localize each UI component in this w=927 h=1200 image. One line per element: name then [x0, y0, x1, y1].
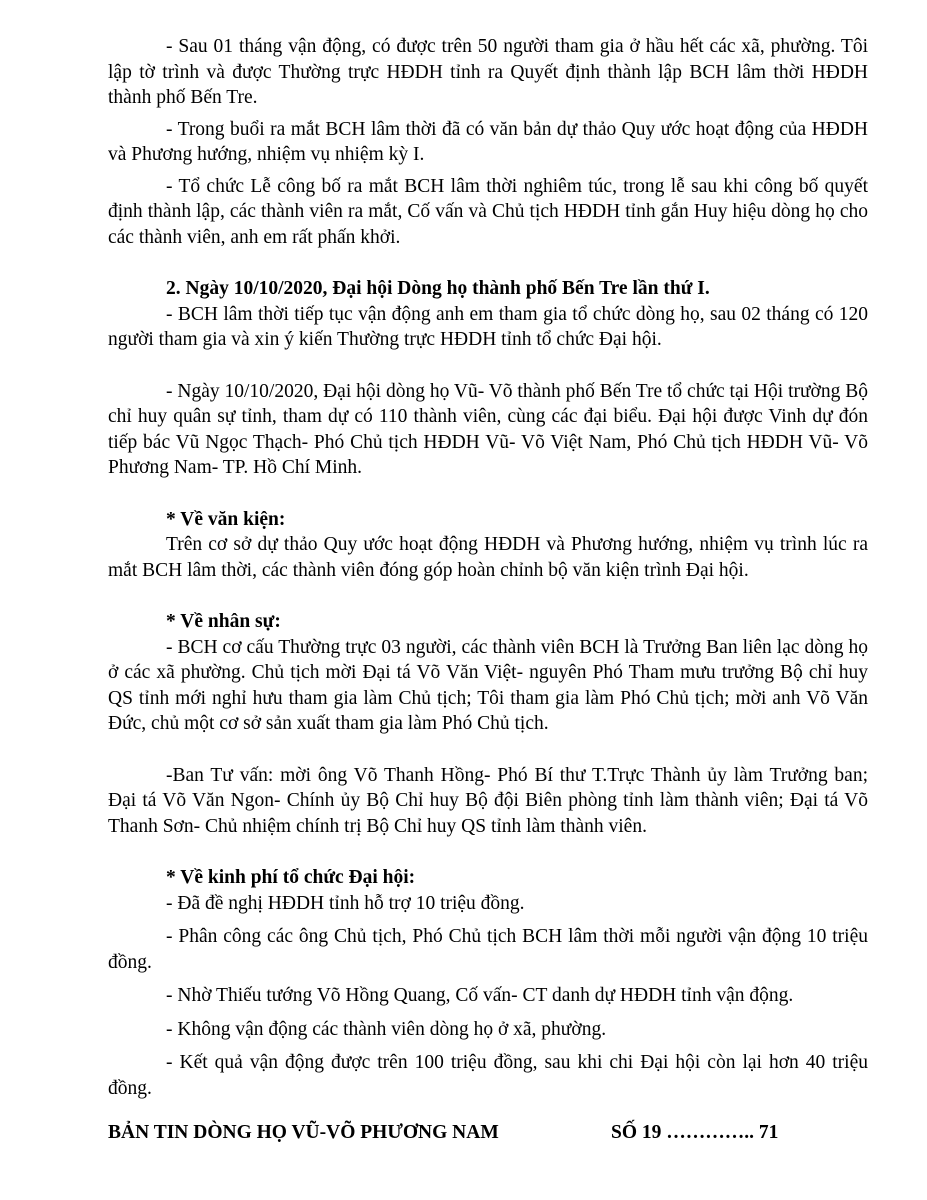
paragraph-13: - Kết quả vận động được trên 100 triệu đồng, sau khi chi Đại hội còn lại hơn 40 triệu đồng. — [108, 1052, 868, 1099]
paragraph-4: - BCH lâm thời tiếp tục vận động anh em tham gia tổ chức dòng họ, sau 02 tháng có 120 người tham gia và xin ý kiến Thường trực HĐDH tỉnh tổ chức Đại hội. — [108, 303, 868, 350]
paragraph-11: - Nhờ Thiếu tướng Võ Hồng Quang, Cố vấn- CT danh dự HĐDH tỉnh vận động. — [166, 985, 794, 1006]
paragraph-12: - Không vận động các thành viên dòng họ ở xã, phường. — [166, 1018, 607, 1040]
paragraph-9: - Đã đề nghị HĐDH tỉnh hỗ trợ 10 triệu đồng. — [166, 892, 525, 914]
paragraph-1: - Sau 01 tháng vận động, có được trên 50 người tham gia ở hầu hết các xã, phường. Tôi lập tờ trình và được Thường trực HĐDH tỉnh ra Quyết định thành lập BCH lâm thời HĐDH thành phố Bến Tre. — [108, 36, 868, 108]
paragraph-10: - Phân công các ông Chủ tịch, Phó Chủ tịch BCH lâm thời mỗi người vận động 10 triệu đồng. — [108, 926, 868, 973]
footer-publication-title: BẢN TIN DÒNG HỌ VŨ-VÕ PHƯƠNG NAM — [108, 1122, 499, 1143]
paragraph-7: - BCH cơ cấu Thường trực 03 người, các thành viên BCH là Trưởng Ban liên lạc dòng họ ở các xã phường. Chủ tịch mời Đại tá Võ Văn Việt- nguyên Phó Tham mưu trưởng Bộ chỉ huy QS tỉnh mới nghỉ hưu tham gia làm Chủ tịch; Tôi tham gia làm Phó Chủ tịch; mời anh Võ Văn Đức, chủ một cơ sở sản xuất tham gia làm Phó Chủ tịch. — [108, 636, 868, 734]
section-heading-2: 2. Ngày 10/10/2020, Đại hội Dòng họ thành phố Bến Tre lần thứ I. — [166, 278, 710, 299]
heading-kinh-phi: * Về kinh phí tổ chức Đại hội: — [166, 867, 416, 888]
paragraph-6: Trên cơ sở dự thảo Quy ước hoạt động HĐDH và Phương hướng, nhiệm vụ trình lúc ra mắt BCH lâm thời, các thành viên đóng góp hoàn chỉnh bộ văn kiện trình Đại hội. — [108, 534, 868, 581]
heading-van-kien: * Về văn kiện: — [166, 508, 286, 530]
paragraph-3: - Tổ chức Lễ công bố ra mắt BCH lâm thời nghiêm túc, trong lễ sau khi công bố quyết định thành lập, các thành viên ra mắt, Cố vấn và Chủ tịch HĐDH tỉnh gắn Huy hiệu dòng họ cho các thành viên, anh em rất phấn khởi. — [108, 175, 868, 248]
paragraph-8: -Ban Tư vấn: mời ông Võ Thanh Hồng- Phó Bí thư T.Trực Thành ủy làm Trưởng ban; Đại tá Võ Văn Ngon- Chính ủy Bộ Chỉ huy Bộ đội Biên phòng tỉnh làm thành viên; Đại tá Võ Thanh Sơn- Chủ nhiệm chính trị Bộ Chỉ huy QS tỉnh làm thành viên. — [108, 764, 868, 837]
document-body — [108, 34, 868, 1101]
footer-issue-page: SỐ 19 ………….. 71 — [611, 1122, 779, 1143]
paragraph-2: - Trong buổi ra mắt BCH lâm thời đã có văn bản dự thảo Quy ước hoạt động của HĐDH và Phương hướng, nhiệm vụ nhiệm kỳ I. — [108, 118, 868, 165]
paragraph-5: - Ngày 10/10/2020, Đại hội dòng họ Vũ- Võ thành phố Bến Tre tổ chức tại Hội trường Bộ chỉ huy quân sự tỉnh, tham dự có 110 thành viên, cùng các đại biểu. Đại hội được Vinh dự đón tiếp bác Vũ Ngọc Thạch- Phó Chủ tịch HĐDH Vũ- Võ Việt Nam, Phó Chủ tịch HĐDH Vũ- Võ Phương Nam- TP. Hồ Chí Minh. — [108, 380, 868, 478]
heading-nhan-su: * Về nhân sự: — [166, 611, 281, 632]
